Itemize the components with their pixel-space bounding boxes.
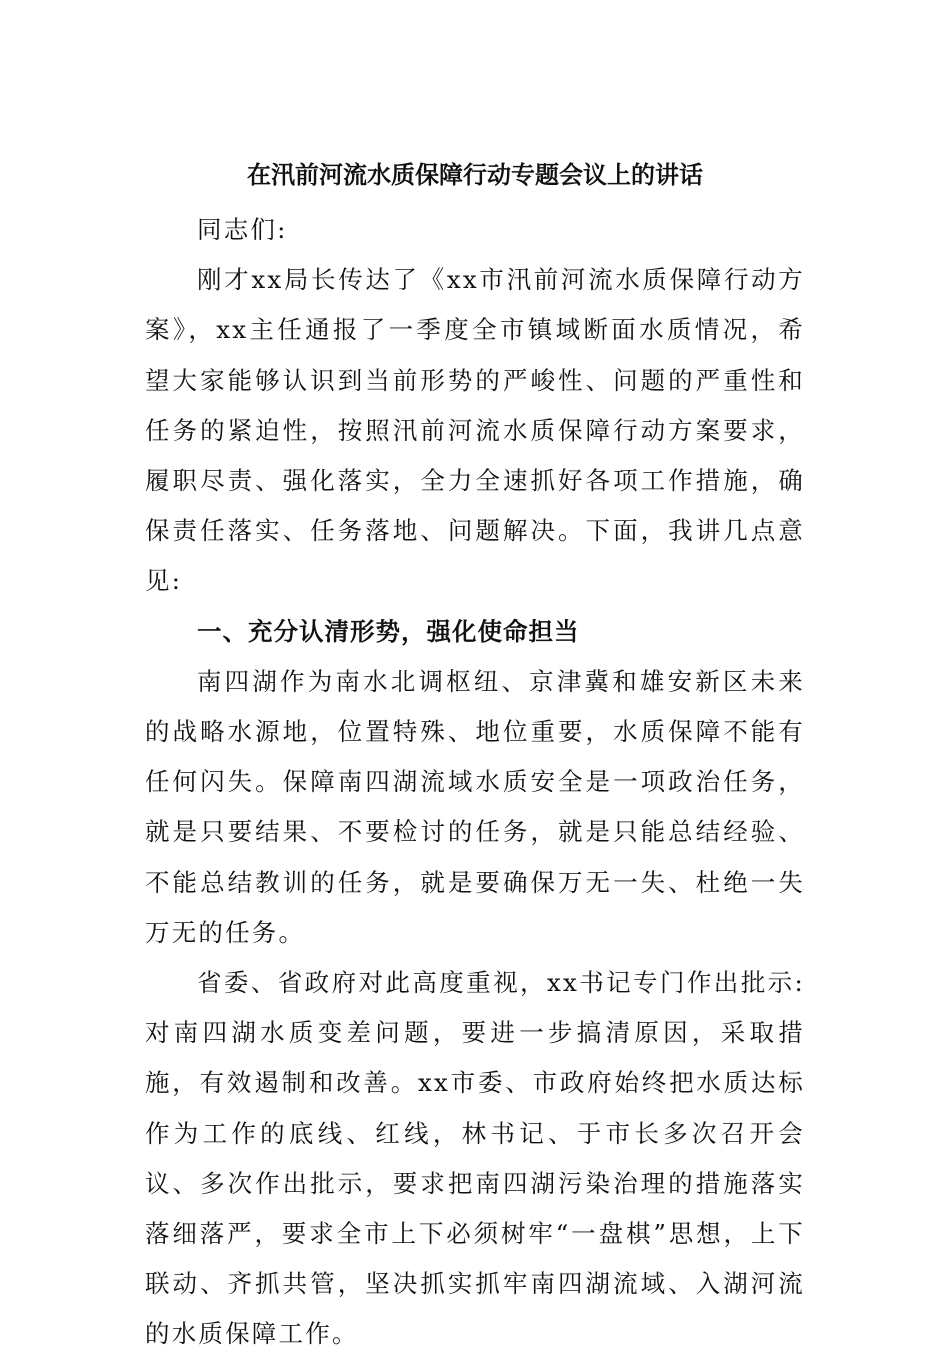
paragraph-intro: 刚才xx局长传达了《xx市汛前河流水质保障行动方案》，xx主任通报了一季度全市镇域断面水质情况，希望大家能够认识到当前形势的严峻性、问题的严重性和任务的紧迫性，按照汛前河流水质保障行动方案要求，履职尽责、强化落实，全力全速抓好各项工作措施，确保责任落实、任务落地、问题解决。下面，我讲几点意见: xyxy=(145,265,805,596)
paragraph-situation: 南四湖作为南水北调枢纽、京津冀和雄安新区未来的战略水源地，位置特殊、地位重要，水质保障不能有任何闪失。保障南四湖流域水质安全是一项政治任务，就是只要结果、不要检讨的任务，就是只能总结经验、不能总结教训的任务，就是要确保万无一失、杜绝一失万无的任务。 xyxy=(145,666,805,947)
document-body xyxy=(145,205,805,1360)
document-title: 在汛前河流水质保障行动专题会议上的讲话 xyxy=(247,161,703,189)
section-heading-1: 一、充分认清形势，强化使命担当 xyxy=(197,616,580,646)
paragraph-leadership: 省委、省政府对此高度重视，xx书记专门作出批示:对南四湖水质变差问题，要进一步搞清原因，采取措施，有效遏制和改善。xx市委、市政府始终把水质达标作为工作的底线、红线，林书记、于市长多次召开会议、多次作出批示，要求把南四湖污染治理的措施落实落细落严，要求全市上下必须树牢“一盘棋”思想，上下联动、齐抓共管，坚决抓实抓牢南四湖流域、入湖河流的水质保障工作。 xyxy=(145,968,805,1349)
greeting: 同志们: xyxy=(197,215,288,244)
